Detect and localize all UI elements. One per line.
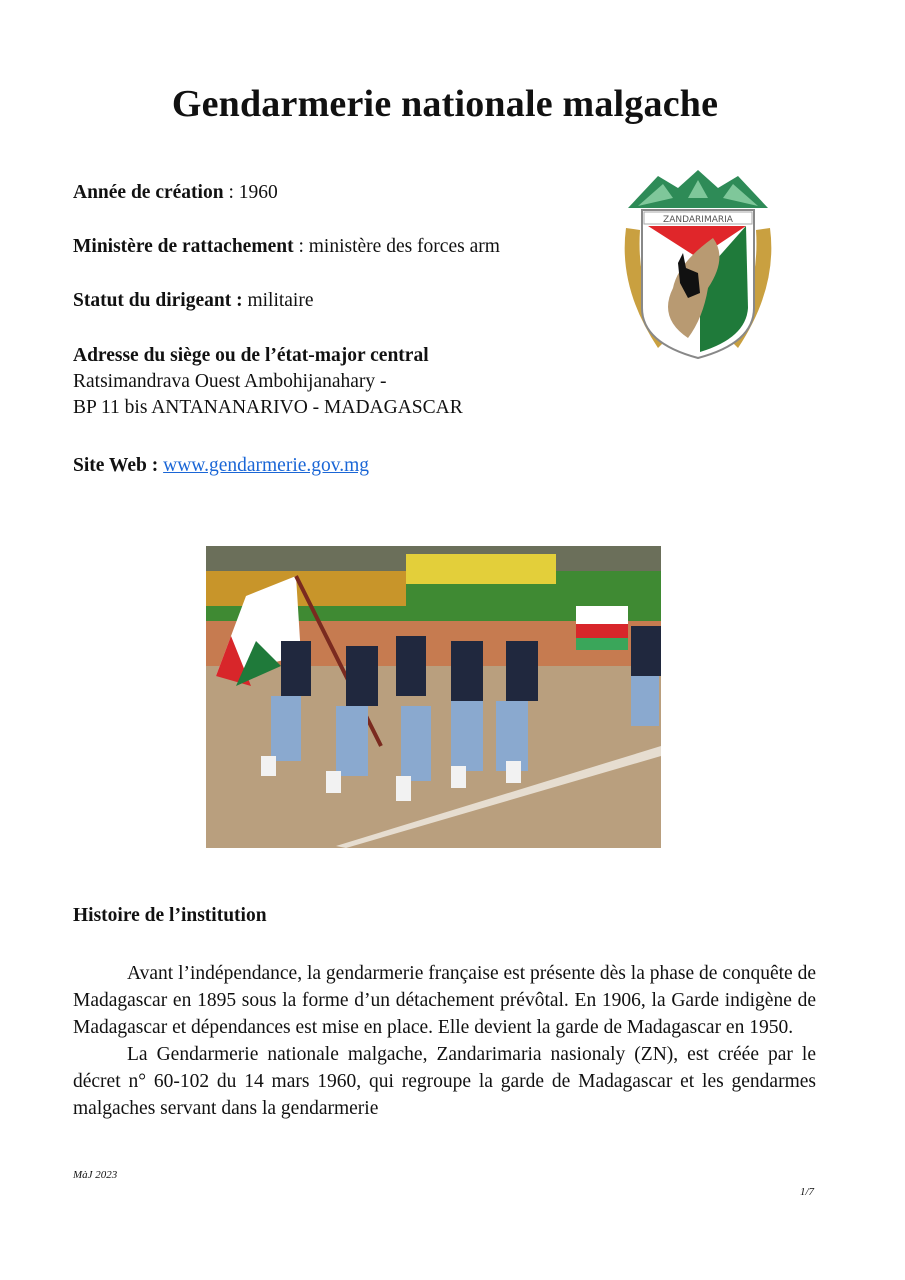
annee-value: 1960 (238, 182, 278, 203)
website-link[interactable]: www.gendarmerie.gov.mg (163, 455, 370, 476)
ministere-sep: : (293, 236, 309, 257)
paragraph-1: Avant l’indépendance, la gendarmerie française est présente dès la phase de conquête de Madagascar en 1895 sous la forme d’un détachement prévôtal. En 1906, la Garde indigène de Madagascar et dépendances est mise en place. Elle devient la garde de Madagascar en 1950. (73, 963, 816, 1038)
field-adresse (73, 343, 463, 421)
footer-update-date: MàJ 2023 (73, 1169, 118, 1181)
section-heading-histoire: Histoire de l’institution (73, 905, 267, 926)
adresse-line-1: Ratsimandrava Ouest Ambohijanahary - (73, 371, 387, 392)
paragraph-2: La Gendarmerie nationale malgache, Zandarimaria nasionaly (ZN), est créée par le décret n° 60-102 du 14 mars 1960, qui regroupe la garde de Madagascar et les gendarmes malgaches servant dans la gendarmerie (73, 1044, 816, 1119)
palm-leaves-icon (628, 170, 768, 208)
field-statut (73, 288, 314, 314)
gendarmerie-emblem (618, 168, 778, 368)
adresse-line-2: BP 11 bis ANTANANARIVO - MADAGASCAR (73, 397, 463, 418)
adresse-label: Adresse du siège ou de l’état-major central (73, 345, 429, 366)
ministere-value: ministère des forces arm (308, 236, 500, 257)
annee-sep: : (223, 182, 239, 203)
history-text (73, 960, 816, 1122)
field-ministere (73, 234, 500, 260)
field-annee-creation (73, 180, 278, 206)
statut-label: Statut du dirigeant : (73, 290, 243, 311)
statut-value: militaire (242, 290, 314, 311)
site-label: Site Web : (73, 455, 159, 476)
page-number: 1/7 (800, 1186, 815, 1198)
emblem-banner-text: ZANDARIMARIA (663, 215, 733, 225)
annee-label: Année de création (73, 182, 224, 203)
page-title: Gendarmerie nationale malgache (171, 83, 719, 125)
field-site-web (73, 453, 369, 479)
parade-photo (206, 546, 661, 848)
ministere-label: Ministère de rattachement (73, 236, 294, 257)
